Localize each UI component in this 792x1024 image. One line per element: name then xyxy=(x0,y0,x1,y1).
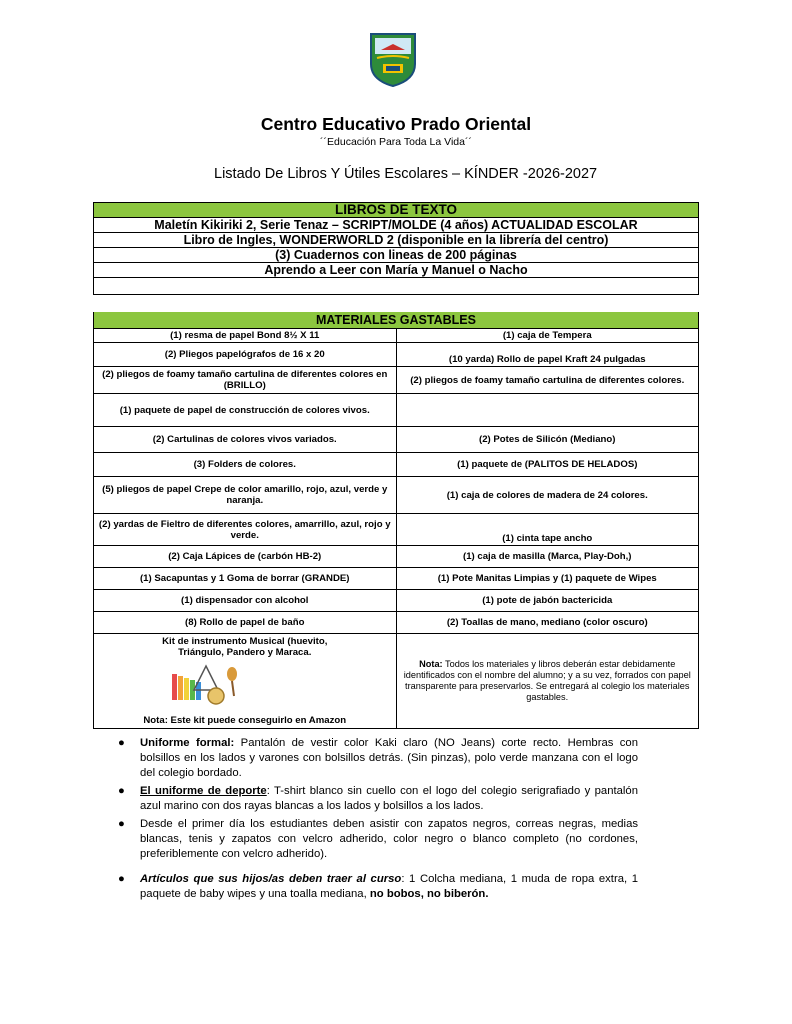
material-cell: (1) Pote Manitas Limpias y (1) paquete de Wipes xyxy=(396,568,699,590)
music-kit-cell xyxy=(94,634,397,729)
bullet-marker: ● xyxy=(118,873,125,885)
material-cell: (2) pliegos de foamy tamaño cartulina de diferentes colores. xyxy=(396,367,699,394)
material-cell: (2) Toallas de mano, mediano (color oscuro) xyxy=(396,612,699,634)
bullet-label: El uniforme de deporte xyxy=(140,785,267,797)
bullet-item xyxy=(118,817,638,862)
bullet-text: Desde el primer día los estudiantes deben asistir con zapatos negros, correas negras, medias blancas, tenis y zapatos con velcro adherido, color negro o blanco completo (no cordones, preferiblemente con velcro adherido). xyxy=(140,818,638,860)
material-cell: (1) cinta tape ancho xyxy=(396,514,699,546)
material-cell: (2) Caja Lápices de (carbón HB-2) xyxy=(94,546,397,568)
material-cell: (1) pote de jabón bactericida xyxy=(396,590,699,612)
bullet-label: Artículos que sus hijos/as deben traer al curso xyxy=(140,873,402,885)
material-cell: (2) yardas de Fieltro de diferentes colores, amarrillo, azul, rojo y verde. xyxy=(94,514,397,546)
bullet-marker: ● xyxy=(118,737,125,749)
bullet-text: : T-shirt blanco sin cuello con el logo del colegio serigrafiado y pantalón azul marino con dos rayas blancas a los lados y bolsillos a los lados. xyxy=(140,785,638,812)
bullet-text: Pantalón de vestir color Kaki claro (NO Jeans) corte recto. Hembras con bolsillos en los lados y varones con bolsillos detrás. (Sin pinzas), polo verde manzana con el logo del colegio bordado. xyxy=(140,737,639,779)
material-cell: (5) pliegos de papel Crepe de color amarillo, rojo, azul, verde y naranja. xyxy=(94,477,397,514)
materials-note-label: Nota: xyxy=(419,659,443,669)
material-cell: (2) Cartulinas de colores vivos variados. xyxy=(94,427,397,453)
material-cell: (1) resma de papel Bond 8½ X 11 xyxy=(94,329,397,343)
material-cell: (8) Rollo de papel de baño xyxy=(94,612,397,634)
material-cell: (2) Pliegos papelógrafos de 16 x 20 xyxy=(94,343,397,367)
music-kit-illustration xyxy=(170,660,242,706)
list-title: Listado De Libros Y Útiles Escolares – KÍNDER -2026-2027 xyxy=(214,166,598,182)
textbook-item: Aprendo a Leer con María y Manuel o Nacho xyxy=(94,263,699,278)
textbook-item: Maletín Kikiriki 2, Serie Tenaz – SCRIPT/MOLDE (4 años) ACTUALIDAD ESCOLAR xyxy=(94,218,699,233)
material-cell: (3) Folders de colores. xyxy=(94,453,397,477)
bullet-marker: ● xyxy=(118,818,125,830)
material-cell: (1) Sacapuntas y 1 Goma de borrar (GRANDE) xyxy=(94,568,397,590)
bullet-text: : 1 Colcha mediana, 1 muda de ropa extra, 1 paquete de baby wipes y una toalla mediana, xyxy=(140,873,639,900)
material-cell: (1) caja de masilla (Marca, Play-Doh,) xyxy=(396,546,699,568)
material-cell: (2) pliegos de foamy tamaño cartulina de diferentes colores en (BRILLO) xyxy=(94,367,397,394)
textbooks-heading: LIBROS DE TEXTO xyxy=(94,203,699,218)
material-cell: (1) caja de Tempera xyxy=(396,329,699,343)
music-kit-note: Nota: Este kit puede conseguirlo en Amazon xyxy=(143,715,347,726)
bullet-emphasis: no bobos, no biberón. xyxy=(369,888,489,900)
bullet-label: Uniforme formal: xyxy=(140,737,235,749)
textbook-item: Libro de Ingles, WONDERWORLD 2 (disponible en la librería del centro) xyxy=(94,233,699,248)
material-cell: (2) Potes de Silicón (Mediano) xyxy=(396,427,699,453)
bullet-item xyxy=(118,736,638,781)
school-crest-logo xyxy=(367,30,419,88)
materials-note-text: Todos los materiales y libros deberán estar debidamente identificados con el nombre del alumno; y a su vez, forrados con papel transparente para preservarlos. Se entregará al colegio los materiales gastables. xyxy=(403,659,691,702)
material-cell: (1) paquete de (PALITOS DE HELADOS) xyxy=(396,453,699,477)
textbook-item xyxy=(94,278,699,295)
textbooks-table xyxy=(93,202,699,295)
material-cell: (1) paquete de papel de construcción de colores vivos. xyxy=(94,394,397,427)
materials-table xyxy=(93,312,699,729)
textbook-item: (3) Cuadernos con lineas de 200 páginas xyxy=(94,248,699,263)
bullet-item xyxy=(118,872,638,902)
material-cell: (10 yarda) Rollo de papel Kraft 24 pulgadas xyxy=(396,343,699,367)
material-cell xyxy=(396,394,699,427)
bullet-marker: ● xyxy=(118,785,125,797)
bullet-item xyxy=(118,784,638,814)
uniform-bullet-list xyxy=(118,736,638,905)
material-cell: (1) caja de colores de madera de 24 colores. xyxy=(396,477,699,514)
materials-note xyxy=(396,634,699,729)
material-cell: (1) dispensador con alcohol xyxy=(94,590,397,612)
school-motto: ´´Educación Para Toda La Vida´´ xyxy=(320,136,472,148)
school-name: Centro Educativo Prado Oriental xyxy=(260,114,532,134)
materials-heading: MATERIALES GASTABLES xyxy=(94,312,699,329)
music-kit-title: Kit de instrumento Musical (huevito, Triángulo, Pandero y Maraca. xyxy=(162,636,328,658)
